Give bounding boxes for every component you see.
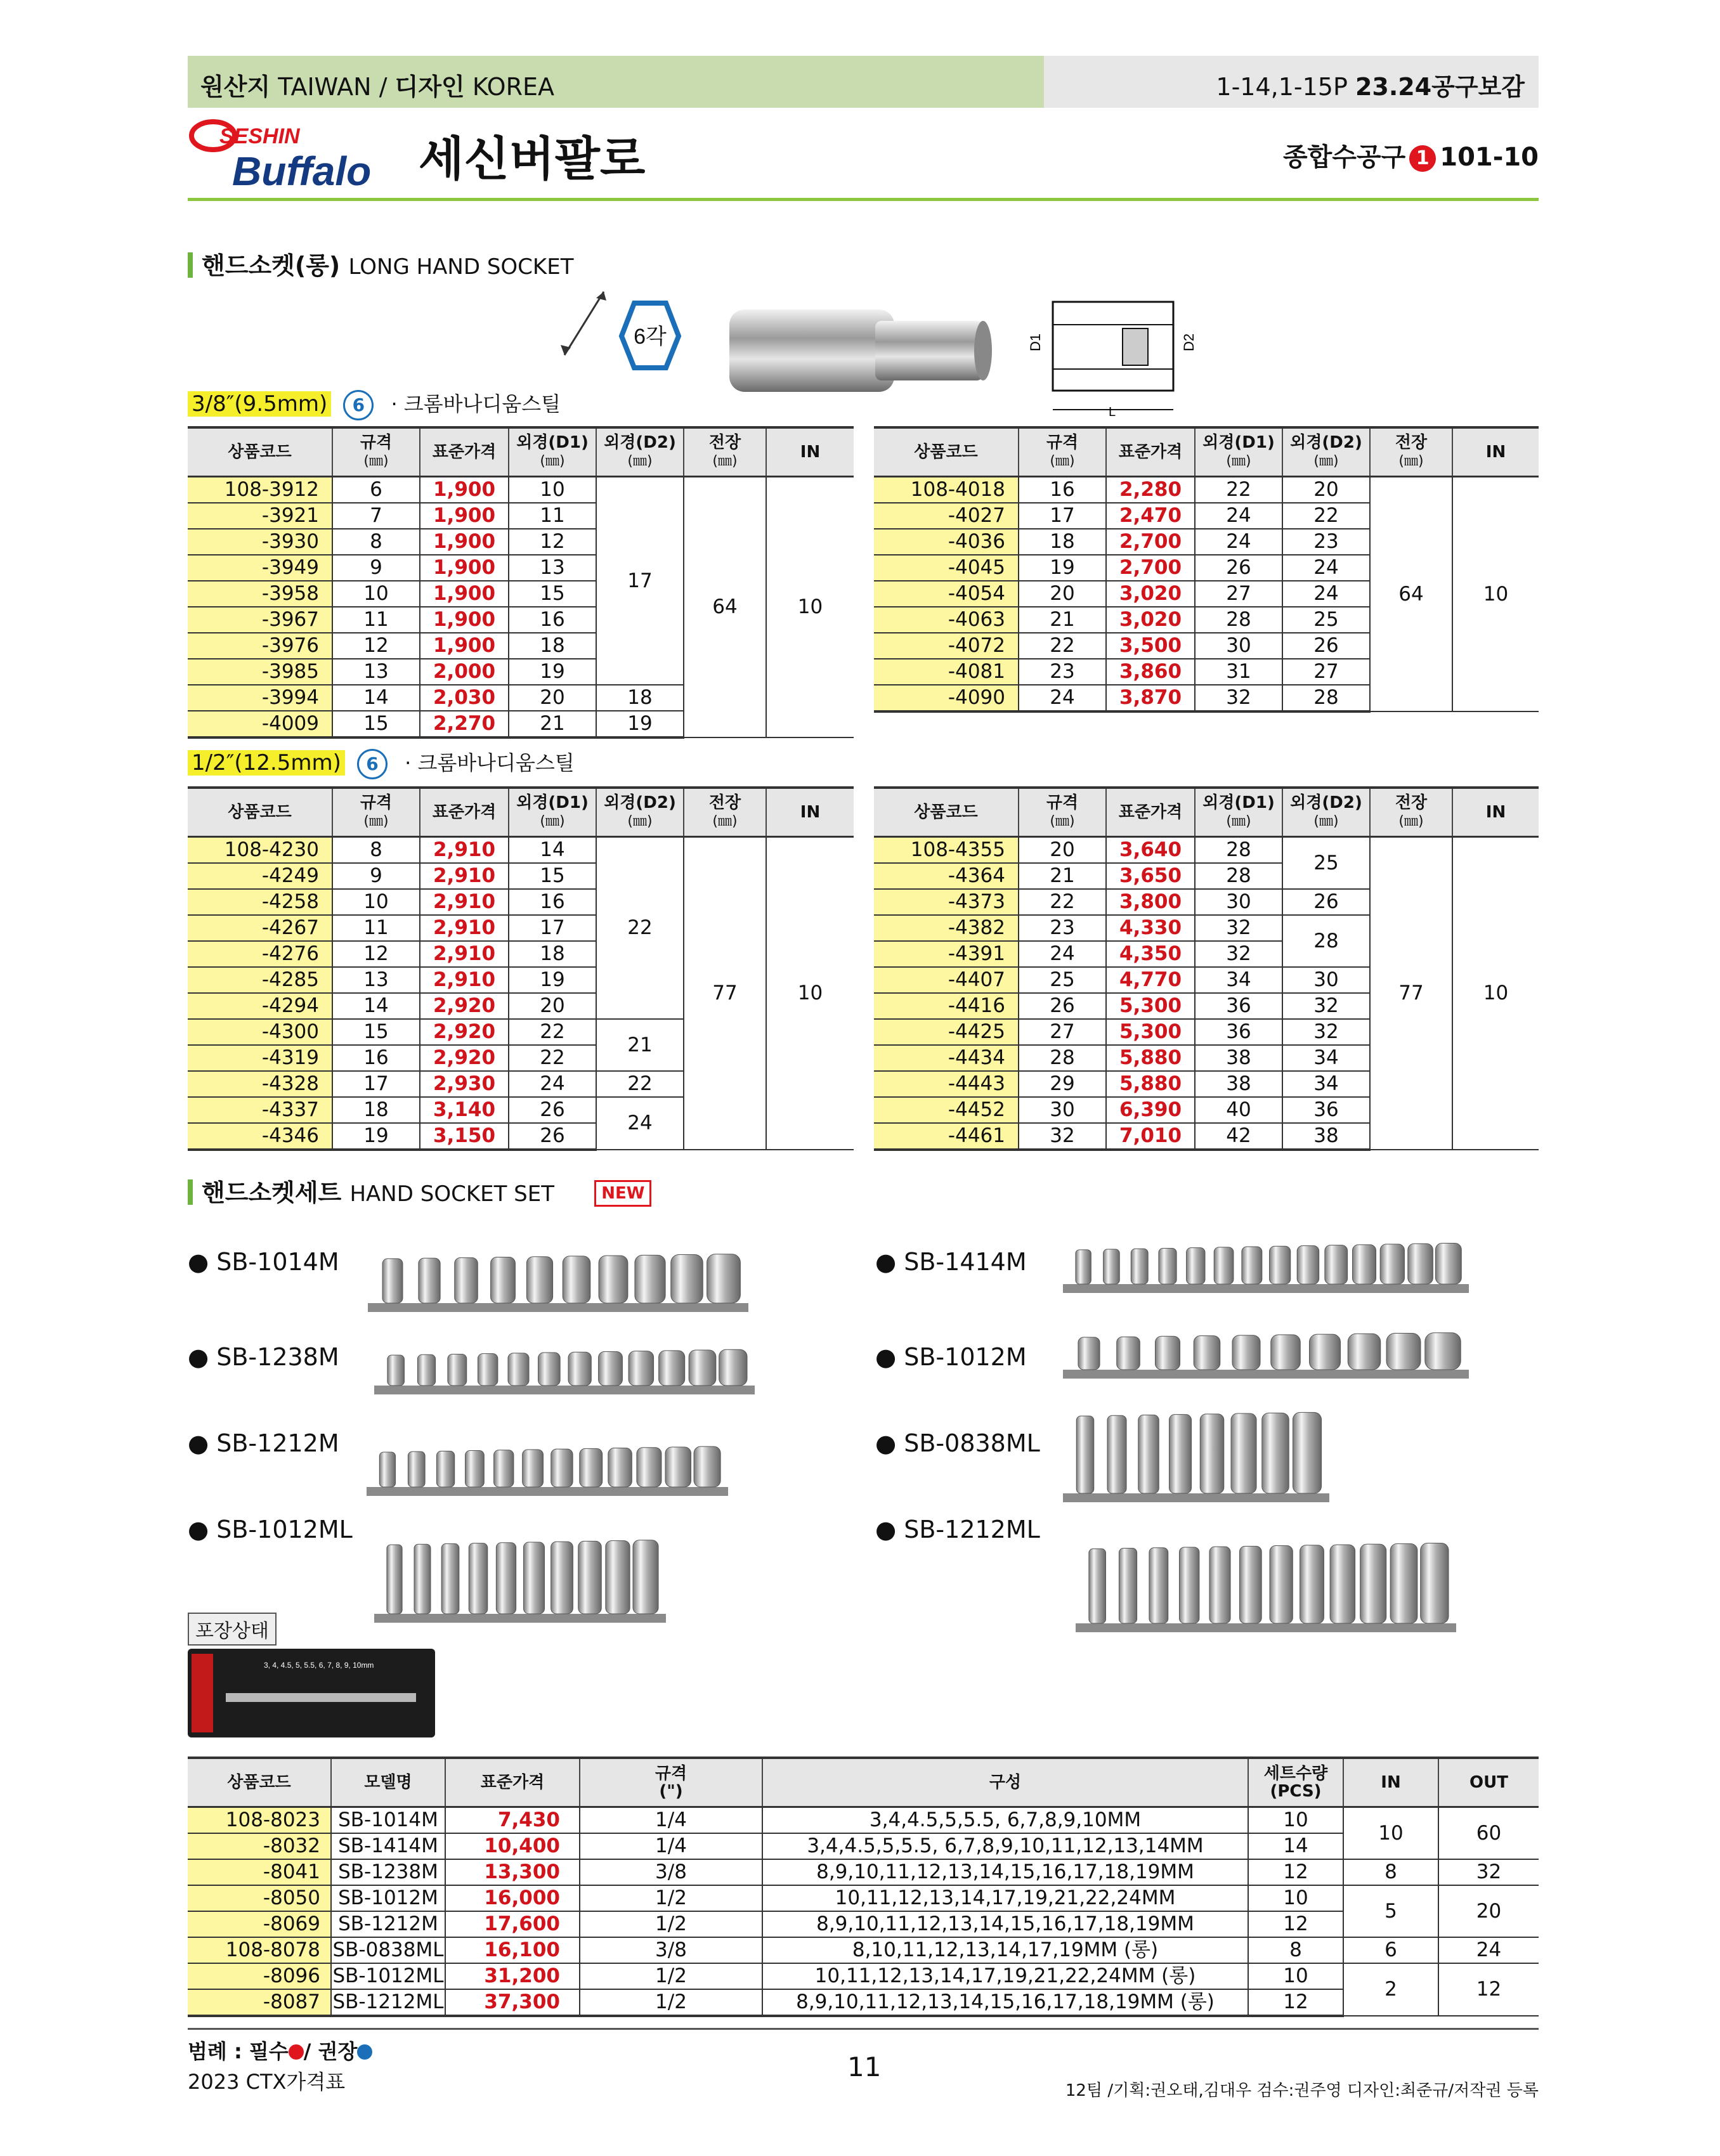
material-12: · 크롬바나디움스틸	[405, 751, 575, 775]
table-12-left: 상품코드 규격 (㎜) 표준가격 외경(D1) (㎜) 외경(D2) (㎜) 전장 (㎜) IN 108-4230 8 2,910 14 22 77 10 -4249 9 2,910 15 -4258 10 2,910 16 -4267 11 2,910 17 -4276 12 2,910 18 -4285 13 2,910 19 -4294 14 2,920 20 -4300 15 2,920 22 21 -4319 16 2,920 22 -4328 17 2,930 24 22 -4337 18 3,140 26 24 -4346 19 3,150 26	[188, 786, 854, 1151]
socket-icon	[1330, 1545, 1355, 1623]
socket-icon	[1119, 1549, 1137, 1623]
socket-icon	[1270, 1546, 1293, 1623]
socket-icon	[671, 1255, 703, 1303]
section1-title-en: LONG HAND SOCKET	[348, 254, 574, 280]
set-label-sb1014m: ● SB-1014M	[188, 1248, 339, 1276]
socket-set-photo	[1063, 1316, 1469, 1382]
brand-name: 세신버팔로	[419, 132, 646, 186]
socket-icon	[1231, 1413, 1256, 1493]
socket-icon	[1242, 1247, 1262, 1284]
socket-set-photo	[368, 1227, 748, 1316]
table-row: -4407 25 4,770 34 30	[874, 967, 1539, 993]
footer-year: 2023 CTX가격표	[188, 2070, 346, 2094]
socket-icon	[637, 1448, 661, 1487]
package-label: 포장상태	[188, 1613, 277, 1646]
table-row: -3985 13 2,000 19	[188, 659, 854, 685]
table-row: -4027 17 2,470 24 22	[874, 503, 1539, 529]
socket-icon	[1104, 1249, 1120, 1284]
set-label-sb1238m: ● SB-1238M	[188, 1343, 339, 1371]
socket-diagram	[1027, 295, 1211, 420]
package-strip-text: 3, 4, 4.5, 5, 5.5, 6, 7, 8, 9, 10mm	[264, 1661, 374, 1670]
hexagon-icon	[558, 279, 685, 393]
socket-icon	[526, 1257, 552, 1303]
table-row: -4364 21 3,650 28	[874, 863, 1539, 889]
header-divider	[188, 198, 1539, 201]
size-label-38	[188, 388, 561, 420]
socket-icon	[1425, 1333, 1461, 1370]
socket-icon	[524, 1542, 545, 1614]
socket-set-photo	[1063, 1224, 1469, 1297]
socket-icon	[1386, 1333, 1421, 1370]
socket-photo	[717, 303, 996, 398]
header-bar	[188, 56, 1539, 108]
socket-icon	[1149, 1548, 1168, 1623]
socket-icon	[1078, 1337, 1100, 1370]
table-row: -4081 23 3,860 31 27	[874, 659, 1539, 685]
table-row: -4072 22 3,500 30 26	[874, 633, 1539, 659]
legend	[188, 2036, 372, 2065]
socket-icon	[551, 1449, 573, 1487]
seshin-buffalo-logo	[188, 114, 403, 190]
table-row: -4416 26 5,300 36 32	[874, 993, 1539, 1019]
table-row: -4258 10 2,910 16	[188, 889, 854, 915]
table-row: -4285 13 2,910 19	[188, 967, 854, 993]
table-row: -3949 9 1,900 13	[188, 555, 854, 581]
design-value: KOREA	[472, 73, 554, 101]
socket-icon	[606, 1541, 630, 1614]
set-label-sb1212m: ● SB-1212M	[188, 1429, 339, 1457]
table-socket-sets: 상품코드 모델명 표준가격 규격 (") 구성 세트수량 (PCS) IN OUT 108-8023 SB-1014M 7,430 1/4 3,4,4.5,5,5.5, 6,7,8,9,10MM 10 10 60 -8032 SB-1414M 10,400 1/4 3,4,4.5,5,5.5, 6,7,8,9,10,11,12,13,14MM 14 -8041 SB-1238M 13,300 3/8 8,9,10,11,12,13,14,15,16,17,18,19MM 12 8 32 -8050 SB-1012M 16,000 1/2 10,11,12,13,14,17,19,21,22,24MM 10 5 20 -8069 SB-1212M 17,600 1/2 8,9,10,11,12,13,14,15,16,17,18,19MM 12 108-8078 SB-0838ML 16,100 3/8 8,10,11,12,13,14,17,19MM (롱) 8 6 24 -8096 SB-1012ML 31,200 1/2 10,11,12,13,14,17,19,21,22,24MM (롱) 10 2 12 -8087 SB-1212ML 37,300 1/2 8,9,10,11,12,13,14,15,16,17,18,19MM (롱) 12	[188, 1757, 1539, 2017]
socket-icon	[494, 1450, 514, 1487]
table-row: -4337 18 3,140 26 24	[188, 1097, 854, 1123]
socket-set-photo	[367, 1430, 728, 1500]
table-row: -4434 28 5,880 38 34	[874, 1045, 1539, 1071]
socket-icon	[665, 1447, 691, 1487]
col-code: 상품코드	[188, 427, 332, 477]
socket-icon	[508, 1353, 529, 1386]
section-title-socket-set	[188, 1173, 651, 1208]
socket-icon	[689, 1350, 716, 1386]
table-row: -4382 23 4,330 32 28	[874, 915, 1539, 941]
socket-icon	[659, 1351, 685, 1386]
set-label-sb0838ml: ● SB-0838ML	[875, 1429, 1040, 1457]
required-dot-icon	[289, 2044, 304, 2060]
section1-title-ko: 핸드소켓(롱)	[202, 252, 341, 280]
socket-icon	[388, 1355, 405, 1386]
socket-icon	[1138, 1415, 1159, 1493]
size-label-12	[188, 747, 575, 779]
table-row: -4045 19 2,700 26 24	[874, 555, 1539, 581]
table-row: -4346 19 3,150 26	[188, 1123, 854, 1150]
hex-label: 6각	[634, 325, 667, 349]
socket-icon	[455, 1257, 478, 1303]
socket-icon	[1360, 1544, 1386, 1623]
socket-icon	[1390, 1543, 1417, 1623]
socket-icon	[496, 1543, 516, 1614]
socket-icon	[1187, 1248, 1205, 1284]
socket-icon	[1408, 1244, 1433, 1284]
socket-icon	[1262, 1413, 1289, 1493]
socket-icon	[436, 1451, 454, 1487]
section2-title-ko: 핸드소켓세트	[202, 1179, 342, 1207]
table-row: -4063 21 3,020 28 25	[874, 607, 1539, 633]
page-number: 11	[847, 2051, 882, 2082]
l-label: L	[1109, 405, 1116, 419]
socket-icon	[694, 1446, 720, 1487]
socket-set-photo	[1076, 1535, 1456, 1636]
socket-icon	[578, 1541, 602, 1614]
logo-small-text: SESHIN	[219, 124, 300, 148]
socket-icon	[538, 1353, 561, 1386]
socket-icon	[1076, 1416, 1094, 1493]
table-row: -4328 17 2,930 24 22	[188, 1071, 854, 1097]
socket-icon	[1240, 1546, 1262, 1623]
socket-icon	[414, 1544, 431, 1614]
table-row: 108-4018 16 2,280 22 20 64 10	[874, 477, 1539, 503]
socket-icon	[1131, 1249, 1148, 1284]
d1-label: D1	[1027, 333, 1043, 351]
socket-set-photo	[374, 1531, 666, 1627]
table-38-right: 상품코드 규격 (㎜) 표준가격 외경(D1) (㎜) 외경(D2) (㎜) 전장 (㎜) IN 108-4018 16 2,280 22 20 64 10 -4027 17 2,470 24 22 -4036 18 2,700 24 23 -4045 19 2,700 26 24 -4054 20 3,020 27 24 -4063 21 3,020 28 25 -4072 22 3,500 30 26 -4081 23 3,860 31 27 -4090 24 3,870 32 28	[874, 426, 1539, 713]
table-row: -3976 12 1,900 18	[188, 633, 854, 659]
design-label: 디자인	[394, 73, 465, 101]
category-label: 종합수공구	[1283, 143, 1406, 172]
socket-icon	[719, 1349, 747, 1386]
socket-icon	[1179, 1547, 1199, 1623]
socket-icon	[448, 1354, 467, 1386]
table-row: -4452 30 6,390 40 36	[874, 1097, 1539, 1123]
socket-icon	[1107, 1415, 1126, 1493]
table-row: -8096 SB-1012ML 31,200 1/2 10,11,12,13,14,17,19,21,22,24MM (롱) 10 2 12	[188, 1963, 1539, 1989]
origin-sep: /	[379, 73, 388, 101]
socket-set-photo	[1063, 1401, 1329, 1506]
socket-icon	[469, 1543, 487, 1614]
table-row: -8087 SB-1212ML 37,300 1/2 8,9,10,11,12,13,14,15,16,17,18,19MM (롱) 12	[188, 1989, 1539, 2016]
socket-icon	[1435, 1243, 1461, 1284]
socket-icon	[1348, 1334, 1380, 1370]
table-row: -4267 11 2,910 17	[188, 915, 854, 941]
col-price: 표준가격	[420, 427, 509, 477]
table-row: -4249 9 2,910 15	[188, 863, 854, 889]
socket-icon	[1380, 1244, 1404, 1284]
size-12-text: 1/2″(12.5mm)	[188, 750, 345, 776]
table-12-right: 상품코드 규격 (㎜) 표준가격 외경(D1) (㎜) 외경(D2) (㎜) 전장 (㎜) IN 108-4355 20 3,640 28 25 77 10 -4364 21 3,650 28 -4373 22 3,800 30 26 -4382 23 4,330 32 28 -4391 24 4,350 32 -4407 25 4,770 34 30 -4416 26 5,300 36 32 -4425 27 5,300 36 32 -4434 28 5,880 38 34 -4443 29 5,880 38 34 -4452 30 6,390 40 36 -4461 32 7,010 42 38	[874, 786, 1539, 1151]
origin-design-text	[200, 67, 554, 102]
table-row: 108-8078 SB-0838ML 16,100 3/8 8,10,11,12,13,14,17,19MM (롱) 8 6 24	[188, 1937, 1539, 1963]
socket-icon	[1155, 1336, 1180, 1370]
socket-icon	[419, 1258, 440, 1303]
col-spec: 규격 (㎜)	[332, 427, 420, 477]
set-label-sb1414m: ● SB-1414M	[875, 1248, 1027, 1276]
table-row: -4391 24 4,350 32	[874, 941, 1539, 967]
socket-icon	[408, 1451, 425, 1487]
socket-icon	[608, 1448, 632, 1487]
material-38: · 크롬바나디움스틸	[391, 392, 561, 416]
socket-icon	[478, 1354, 497, 1386]
socket-icon	[599, 1256, 628, 1303]
table-38-left	[188, 426, 854, 739]
table-row: -4443 29 5,880 38 34	[874, 1071, 1539, 1097]
legend-label: 범례 : 필수	[188, 2039, 289, 2063]
category-code: 101-10	[1440, 143, 1539, 172]
table-row: -4373 22 3,800 30 26	[874, 889, 1539, 915]
footer-divider	[188, 2028, 1539, 2030]
socket-icon	[1214, 1247, 1234, 1284]
socket-icon	[1194, 1335, 1220, 1370]
table-row: -8041 SB-1238M 13,300 3/8 8,9,10,11,12,13,14,15,16,17,18,19MM 12 8 32	[188, 1859, 1539, 1885]
socket-icon	[1117, 1337, 1140, 1370]
socket-icon	[1200, 1414, 1224, 1493]
table-row: -8050 SB-1012M 16,000 1/2 10,11,12,13,14,17,19,21,22,24MM 10 5 20	[188, 1885, 1539, 1911]
table-row: 108-3912 6 1,900 10 17 64 10	[188, 477, 854, 503]
section2-title-en: HAND SOCKET SET	[349, 1181, 555, 1207]
socket-icon	[629, 1351, 653, 1386]
hex-count-38: 6	[343, 390, 374, 420]
socket-icon	[1297, 1245, 1319, 1284]
col-d2: 외경(D2) (㎜)	[596, 427, 684, 477]
legend-sep: / 권장	[303, 2039, 358, 2063]
socket-icon	[551, 1542, 573, 1614]
footer-credit: 12팀 /기획:권오태,김대우 검수:권주영 디자인:최준규/저작권 등록	[1065, 2081, 1539, 2100]
table-row: 108-8023 SB-1014M 7,430 1/4 3,4,4.5,5,5.5, 6,7,8,9,10MM 10 10 60	[188, 1807, 1539, 1834]
table-row: -4461 32 7,010 42 38	[874, 1123, 1539, 1150]
socket-icon	[1076, 1250, 1091, 1284]
table-row: -3921 7 1,900 11	[188, 503, 854, 529]
table-row: -4300 15 2,920 22 21	[188, 1019, 854, 1045]
table-row: -3967 11 1,900 16	[188, 607, 854, 633]
hex-count-12: 6	[357, 749, 388, 779]
socket-icon	[1293, 1412, 1322, 1493]
socket-icon	[1352, 1245, 1376, 1284]
socket-icon	[441, 1543, 459, 1614]
table-row: -4276 12 2,910 18	[188, 941, 854, 967]
socket-set-photo	[374, 1335, 755, 1398]
socket-icon	[1270, 1246, 1291, 1284]
table-row: -4294 14 2,920 20	[188, 993, 854, 1019]
table-row: -3930 8 1,900 12	[188, 529, 854, 555]
socket-icon	[1271, 1335, 1301, 1370]
page-ref: 1-14,1-15P	[1216, 73, 1348, 101]
table-row: -4090 24 3,870 32 28	[874, 685, 1539, 711]
table-row: -4425 27 5,300 36 32	[874, 1019, 1539, 1045]
table-row: -3958 10 1,900 15	[188, 581, 854, 607]
col-len: 전장 (㎜)	[684, 427, 766, 477]
socket-icon	[1325, 1245, 1348, 1284]
socket-icon	[379, 1452, 395, 1487]
col-d1: 외경(D1) (㎜)	[509, 427, 596, 477]
package-photo	[188, 1649, 435, 1737]
new-badge: NEW	[594, 1180, 651, 1207]
socket-icon	[387, 1545, 402, 1614]
catalog-name: 23.24공구보감	[1355, 73, 1525, 101]
d2-label: D2	[1181, 333, 1197, 351]
socket-icon	[633, 1540, 658, 1614]
socket-icon	[1310, 1334, 1341, 1370]
socket-icon	[382, 1259, 403, 1303]
socket-icon	[466, 1451, 485, 1487]
table-row: 108-4230 8 2,910 14 22 77 10	[188, 837, 854, 864]
table-row: -8069 SB-1212M 17,600 1/2 8,9,10,11,12,13,14,15,16,17,18,19MM 12	[188, 1911, 1539, 1937]
table-row: -3994 14 2,030 20 18	[188, 685, 854, 711]
set-label-sb1012ml: ● SB-1012ML	[188, 1516, 353, 1543]
recommended-dot-icon	[357, 2044, 372, 2060]
socket-icon	[1089, 1549, 1106, 1623]
table-row: -4054 20 3,020 27 24	[874, 581, 1539, 607]
col-in: IN	[766, 427, 854, 477]
socket-icon	[707, 1254, 741, 1303]
section-title-long-socket	[188, 246, 573, 281]
catalog-ref	[1216, 67, 1525, 102]
socket-icon	[563, 1256, 590, 1303]
set-label-sb1012m: ● SB-1012M	[875, 1343, 1027, 1371]
socket-icon	[568, 1352, 591, 1386]
socket-icon	[635, 1255, 665, 1303]
socket-icon	[599, 1351, 623, 1386]
socket-icon	[1209, 1547, 1230, 1623]
socket-icon	[1421, 1543, 1449, 1623]
origin-label: 원산지	[200, 73, 271, 101]
socket-icon	[580, 1448, 603, 1487]
socket-icon	[1300, 1545, 1324, 1623]
size-38-text: 3/8″(9.5mm)	[188, 391, 331, 417]
category	[1283, 137, 1539, 173]
socket-icon	[491, 1257, 516, 1303]
logo-big-text: Buffalo	[232, 148, 372, 190]
socket-icon	[1169, 1415, 1192, 1493]
set-label-sb1212ml: ● SB-1212ML	[875, 1516, 1040, 1543]
origin-value: TAIWAN	[278, 73, 372, 101]
table-row: 108-4355 20 3,640 28 25 77 10	[874, 837, 1539, 864]
table-row: -8032 SB-1414M 10,400 1/4 3,4,4.5,5,5.5, 6,7,8,9,10,11,12,13,14MM 14	[188, 1833, 1539, 1859]
table-row: -4009 15 2,270 21 19	[188, 711, 854, 737]
socket-icon	[1232, 1335, 1260, 1370]
table-row: -4319 16 2,920 22	[188, 1045, 854, 1071]
category-num: 1	[1409, 145, 1436, 172]
socket-icon	[1159, 1248, 1176, 1284]
socket-icon	[417, 1354, 435, 1386]
socket-icon	[523, 1450, 544, 1487]
table-row: -4036 18 2,700 24 23	[874, 529, 1539, 555]
